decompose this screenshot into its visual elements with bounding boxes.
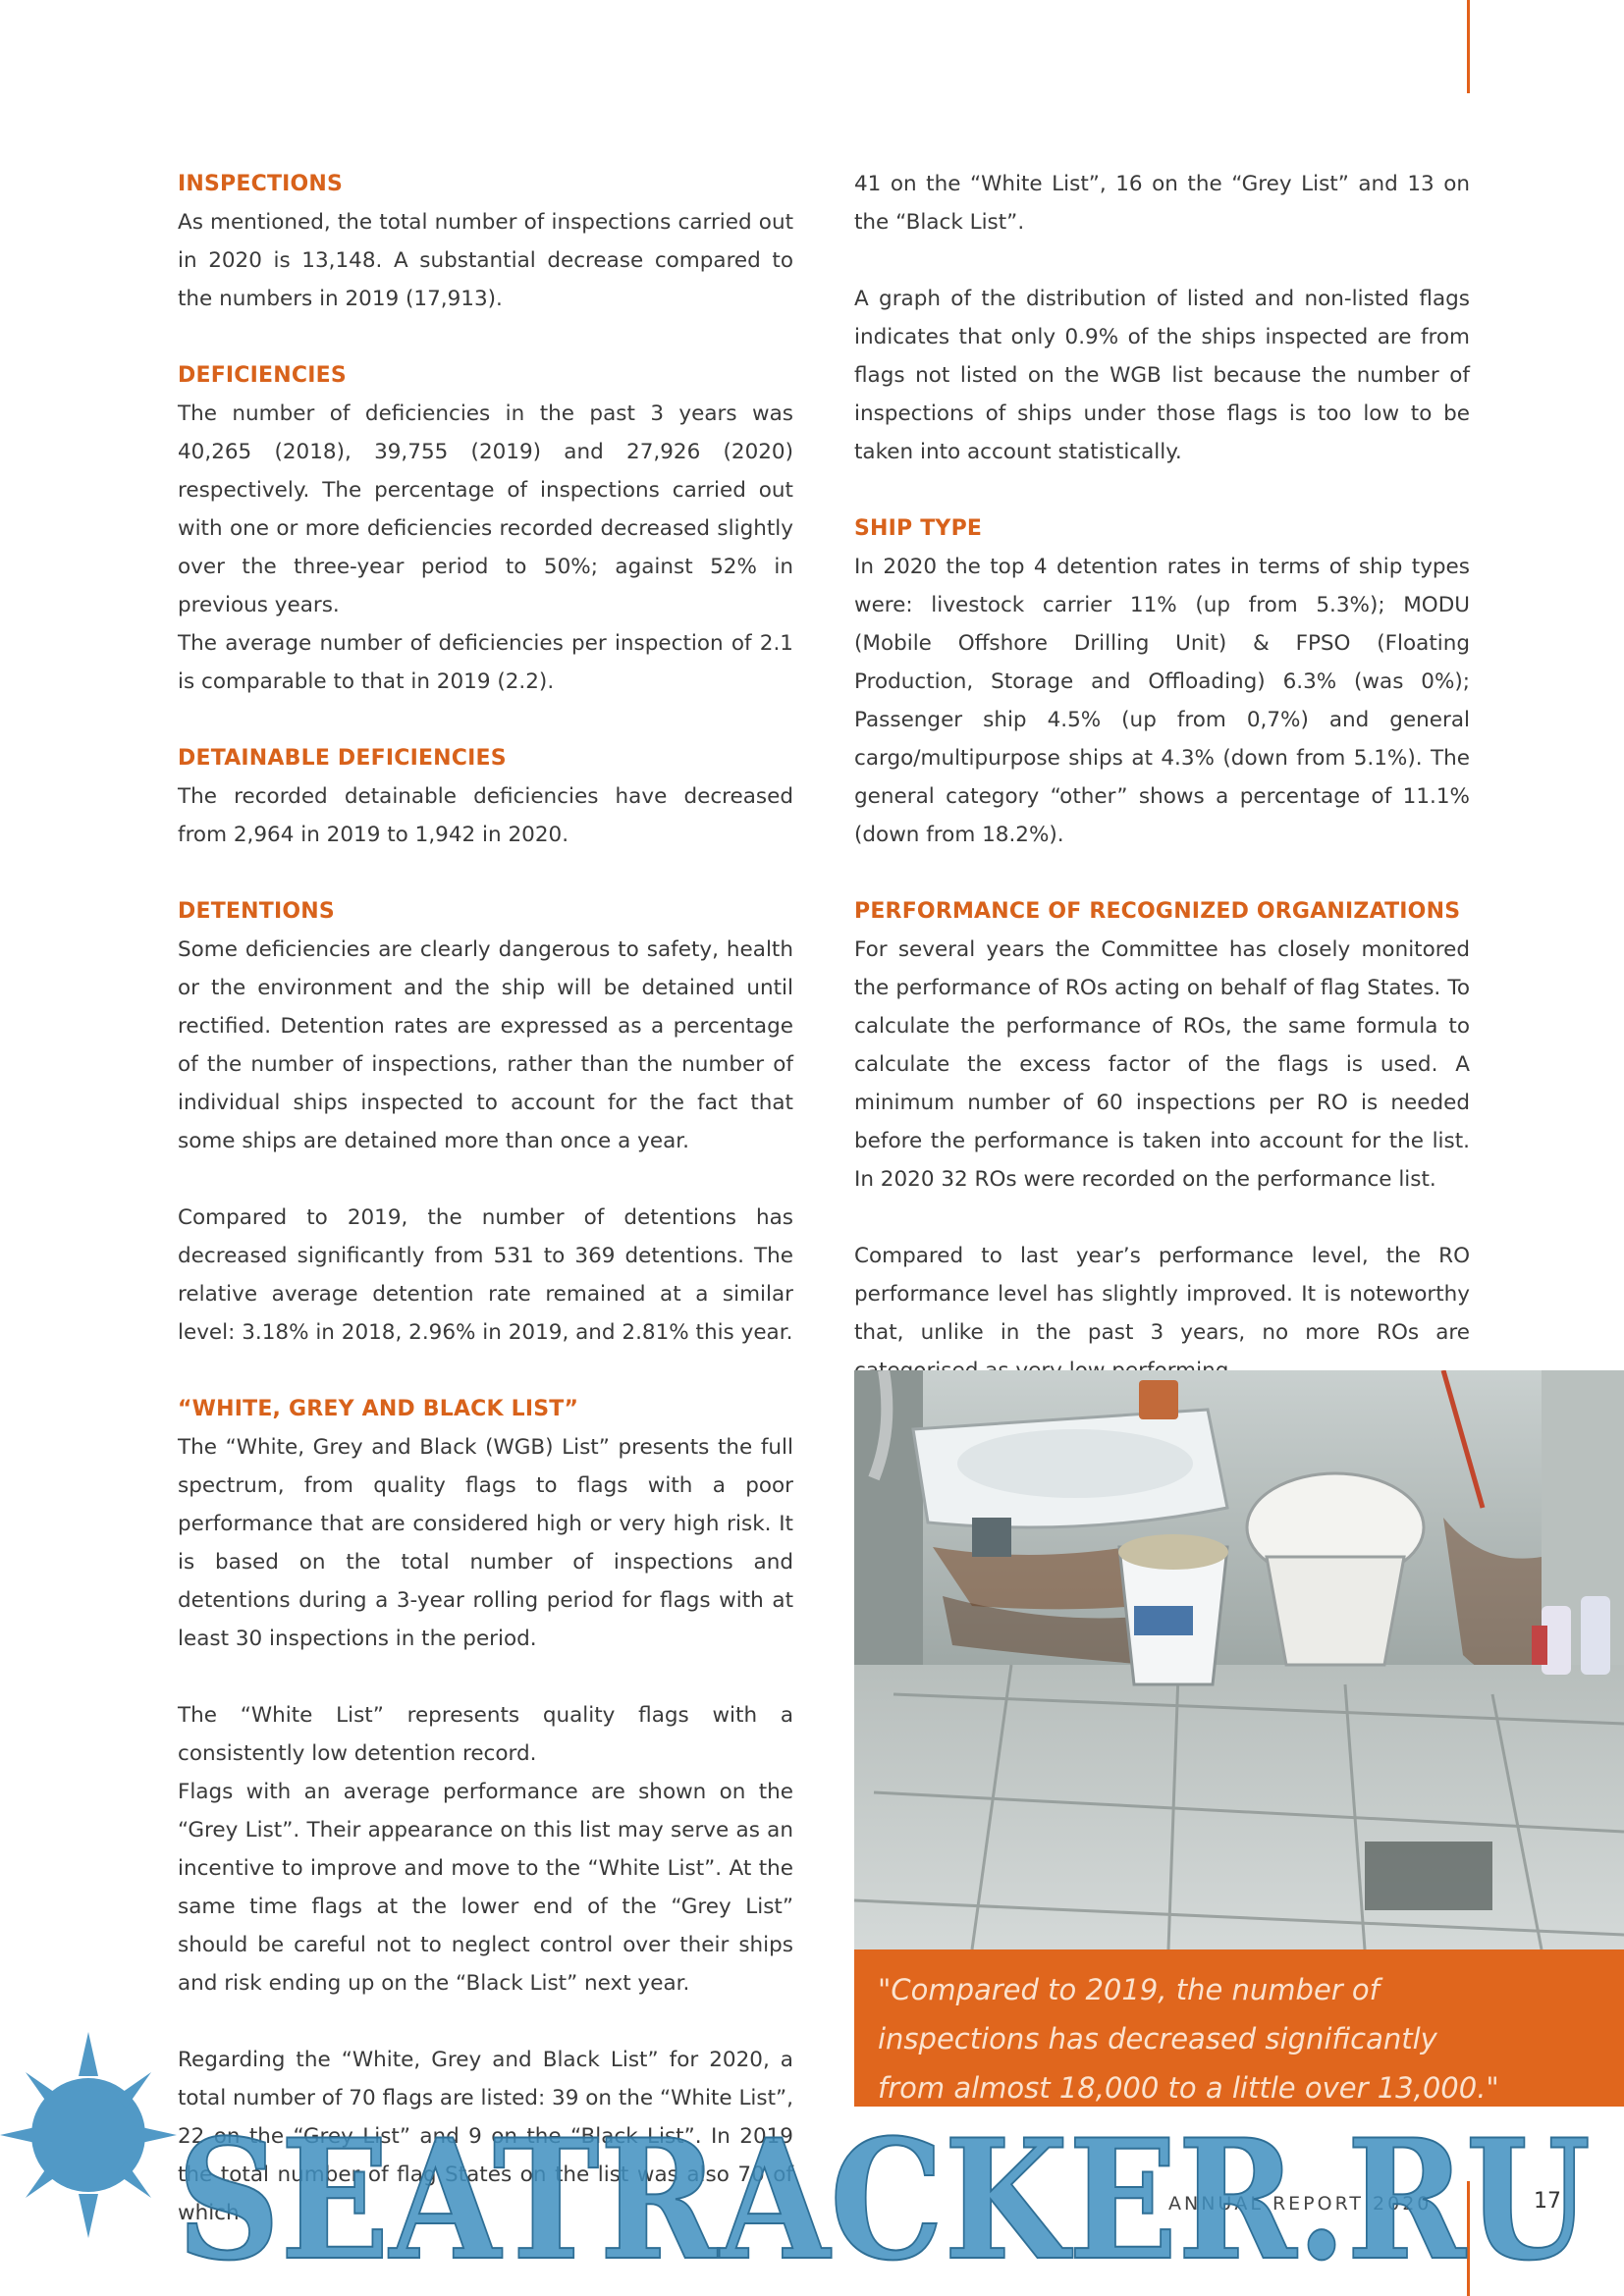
top-accent-rule — [1467, 0, 1470, 93]
section-heading: “WHITE, GREY AND BLACK LIST” — [178, 1397, 579, 1421]
section-heading: SHIP TYPE — [854, 516, 983, 541]
paragraph: Compared to last year’s performance level, the RO performance level has slightly improved. It is noteworthy that, unlike in the past 3 years, no more ROs are — [854, 1244, 1470, 1345]
section-ship-type — [854, 509, 1470, 854]
section-heading: INSPECTIONS — [178, 172, 344, 196]
paragraph: The recorded detainable deficiencies have decreased from 2,964 in 2019 to 1,942 in 2020. — [178, 784, 793, 847]
section-detentions — [178, 892, 793, 1352]
right-column — [854, 165, 1470, 1390]
section-heading: PERFORMANCE OF RECOGNIZED ORGANIZATIONS — [854, 899, 1461, 924]
paragraph: In 2020 the top 4 detention rates in terms of ship types were: livestock carrier 11% (up from 5.3%); MODU (Mobile Offshore Drilling Unit) & FPSO (Floating Production, Storage and Offloading) 6.3% (was 0%); Passenger ship 4.5% (up from 0,7%) and general cargo/multipurpose ships at 4.3% (down from 5.1%). The general category “other” shows a percentage of 11.1% (down from 18.2%). — [854, 555, 1470, 847]
paragraph: The average number of deficiencies per inspection of 2.1 is comparable to that in 2019 (2.2). — [178, 631, 793, 694]
paragraph: 41 on the “White List”, 16 on the “Grey List” and 13 on the “Black List”. — [854, 172, 1470, 235]
left-column — [178, 165, 793, 2232]
section-heading: DETENTIONS — [178, 899, 335, 924]
pull-quote: "Compared to 2019, the number of inspections has decreased significantly from almost 18,000 to a little over 13,000." — [878, 1973, 1499, 2105]
paragraph: Compared to 2019, the number of detentions has decreased significantly from 531 to 369 detentions. The relative average detention rate remained at a similar level: 3.18% in 2018, 2.96% in 2019, and 2.81% this year. — [178, 1205, 793, 1345]
section-heading: DEFICIENCIES — [178, 363, 347, 388]
section-inspections — [178, 165, 793, 318]
section-wgb-list — [178, 1390, 793, 2232]
paragraph: Regarding the “White, Grey and Black List” for 2020, a total number of 70 flags are listed: 39 on the “White List”, 22 on the “Grey List” and 9 on the “Black List”. In 2019 the total number of flag States on the list was also 70 of which — [178, 2048, 793, 2225]
section-deficiencies — [178, 356, 793, 701]
paragraph: Some deficiencies are clearly dangerous to safety, health or the environment and the ship will be detained until rectified. Detention rates are expressed as a percentage of the number of inspections, rather than the number of individual ships inspected to account for the fact that some ships are detained more than once a year. — [178, 937, 793, 1153]
paragraph: As mentioned, the total number of inspections carried out in 2020 is 13,148. A substantial decrease compared to the numbers in 2019 (17,913). — [178, 210, 793, 311]
section-wgb-continued — [854, 165, 1470, 471]
pull-quote-box — [854, 1949, 1624, 2107]
paragraph: Flags with an average performance are shown on the “Grey List”. Their appearance on this list may serve as an incentive to improve and move to the “White List”. At the same time flags at the lower end of the “Grey List” should be careful not to neglect control over their ships and risk ending up on the “Black List” next year. — [178, 1780, 793, 1996]
paragraph: The number of deficiencies in the past 3 years was 40,265 (2018), 39,755 (2019) and 27,926 (2020) respectively. The percentage of inspections carried out with one or more deficiencies recorded decreased slightly over the three-year period to 50%; against 52% in previous years. — [178, 401, 793, 617]
paragraph: A graph of the distribution of listed and non-listed flags indicates that only 0.9% of the ships inspected are from flags not listed on the WGB list because the number of inspections of ships under those flags is too low to be taken into account statistically. — [854, 287, 1470, 464]
ship-bathroom-photo — [854, 1370, 1624, 1949]
section-ro-performance — [854, 892, 1470, 1390]
section-detainable-deficiencies — [178, 739, 793, 854]
sun-logo-icon — [0, 2032, 177, 2238]
footer-title: ANNUAL REPORT 2020 — [1168, 2193, 1433, 2215]
paragraph: For several years the Committee has closely monitored the performance of ROs acting on behalf of flag States. To calculate the performance of ROs, the same formula to calculate the excess factor of the flags is used. A minimum number of 60 inspections per RO is needed before the performance is taken into account for the list. In 2020 32 ROs were recorded on the performance list. — [854, 937, 1470, 1192]
watermark-text: SEATRACKER.RU — [177, 2103, 1591, 2296]
paragraph: The “White, Grey and Black (WGB) List” presents the full spectrum, from quality flags to flags with a poor performance that are considered high or very high risk. It is based on the total number of inspections and detentions during a 3-year rolling period for flags with at least 30 inspections in the period. — [178, 1435, 793, 1651]
footer-accent-rule — [1467, 2181, 1470, 2296]
paragraph: The “White List” represents quality flags with a consistently low detention record. — [178, 1703, 793, 1766]
section-heading: DETAINABLE DEFICIENCIES — [178, 746, 507, 771]
page-number: 17 — [1534, 2189, 1561, 2214]
